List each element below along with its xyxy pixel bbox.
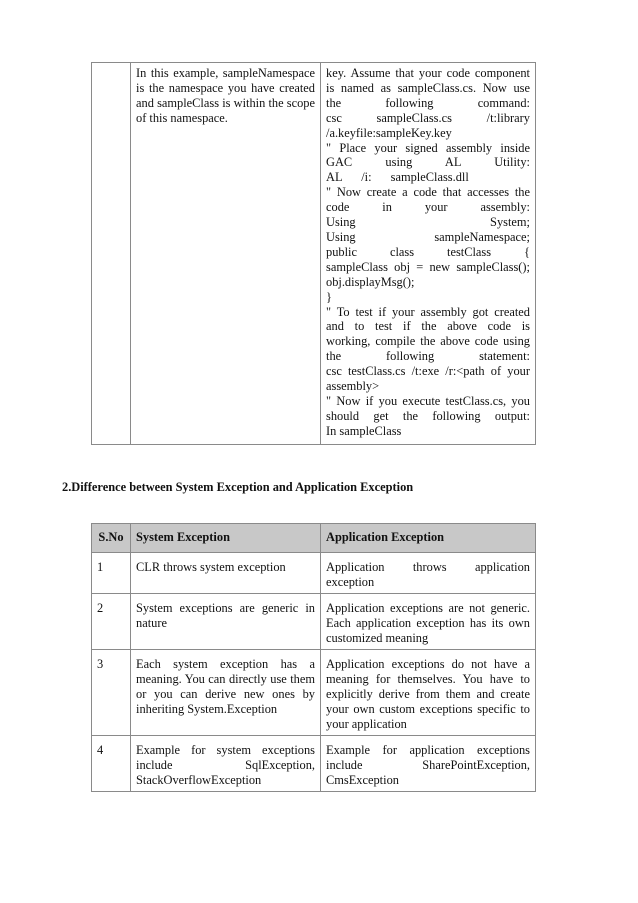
table-row	[92, 650, 536, 736]
code-example-table	[91, 62, 536, 445]
header-system-exception: System Exception	[131, 524, 321, 553]
row-number: 1	[92, 553, 131, 594]
table-row	[92, 594, 536, 650]
row-number: 4	[92, 736, 131, 792]
code-line: " Now if you execute testClass.cs, you	[326, 393, 530, 408]
system-exception-cell: Each system exception has a meaning. You can directly use them or you can derive new ones by inheriting System.Exception	[131, 650, 321, 736]
table-row	[92, 553, 536, 594]
application-exception-cell: Example for application exceptions include SharePointException, CmsException	[321, 736, 536, 792]
assembly-steps-cell	[321, 63, 536, 445]
empty-number-cell	[92, 63, 131, 445]
system-exception-cell: Example for system exceptions include SqlException, StackOverflowException	[131, 736, 321, 792]
code-line: GAC using AL Utility:	[326, 155, 530, 170]
application-exception-cell: Application exceptions are not generic. Each application exception has its own customized meaning	[321, 594, 536, 650]
code-line: sampleClass obj = new sampleClass();	[326, 259, 530, 274]
code-line: obj.displayMsg();	[326, 274, 415, 289]
section-heading: 2.Difference between System Exception and Application Exception	[62, 480, 414, 494]
code-line: csc testClass.cs /t:exe /r:<path of your	[326, 364, 530, 379]
application-exception-cell: Application throws application exception	[321, 553, 536, 594]
row-number: 3	[92, 650, 131, 736]
namespace-explanation-cell: In this example, sampleNamespace is the namespace you have created and sampleClass is within the scope of this namespace.	[131, 63, 321, 445]
code-line: assembly>	[326, 379, 380, 394]
code-line: key. Assume that your code component	[326, 66, 530, 80]
code-line: Using System;	[326, 215, 530, 230]
code-line: " To test if your assembly got created	[326, 304, 530, 319]
code-line: AL /i: sampleClass.dll	[326, 170, 469, 185]
system-exception-cell: System exceptions are generic in nature	[131, 594, 321, 650]
code-line: working, compile the above code using	[326, 334, 530, 349]
code-line: should get the following output:	[326, 408, 530, 423]
code-line: public class testClass {	[326, 244, 530, 259]
system-exception-cell: CLR throws system exception	[131, 553, 321, 594]
code-line: " Place your signed assembly inside	[326, 140, 530, 155]
code-line: " Now create a code that accesses the	[326, 185, 530, 200]
code-line: }	[326, 289, 332, 304]
row-number: 2	[92, 594, 131, 650]
header-application-exception: Application Exception	[321, 524, 536, 553]
exception-comparison-table	[91, 523, 536, 792]
code-line: and to test if the above code is	[326, 319, 530, 334]
table-row	[92, 736, 536, 792]
code-line: code in your assembly:	[326, 200, 530, 215]
code-line: the following statement:	[326, 349, 530, 364]
code-line: Using sampleNamespace;	[326, 229, 530, 244]
code-line: In sampleClass	[326, 423, 402, 438]
code-line: the following command:	[326, 95, 530, 110]
code-line: csc sampleClass.cs /t:library	[326, 110, 530, 125]
code-line: is named as sampleClass.cs. Now use	[326, 80, 530, 95]
code-line: /a.keyfile:sampleKey.key	[326, 125, 452, 140]
table-header-row	[92, 524, 536, 553]
table-row	[92, 63, 536, 445]
application-exception-cell: Application exceptions do not have a meaning for themselves. You have to explicitly derive from them and create your own custom exceptions specific to your application	[321, 650, 536, 736]
header-sno: S.No	[92, 524, 131, 553]
